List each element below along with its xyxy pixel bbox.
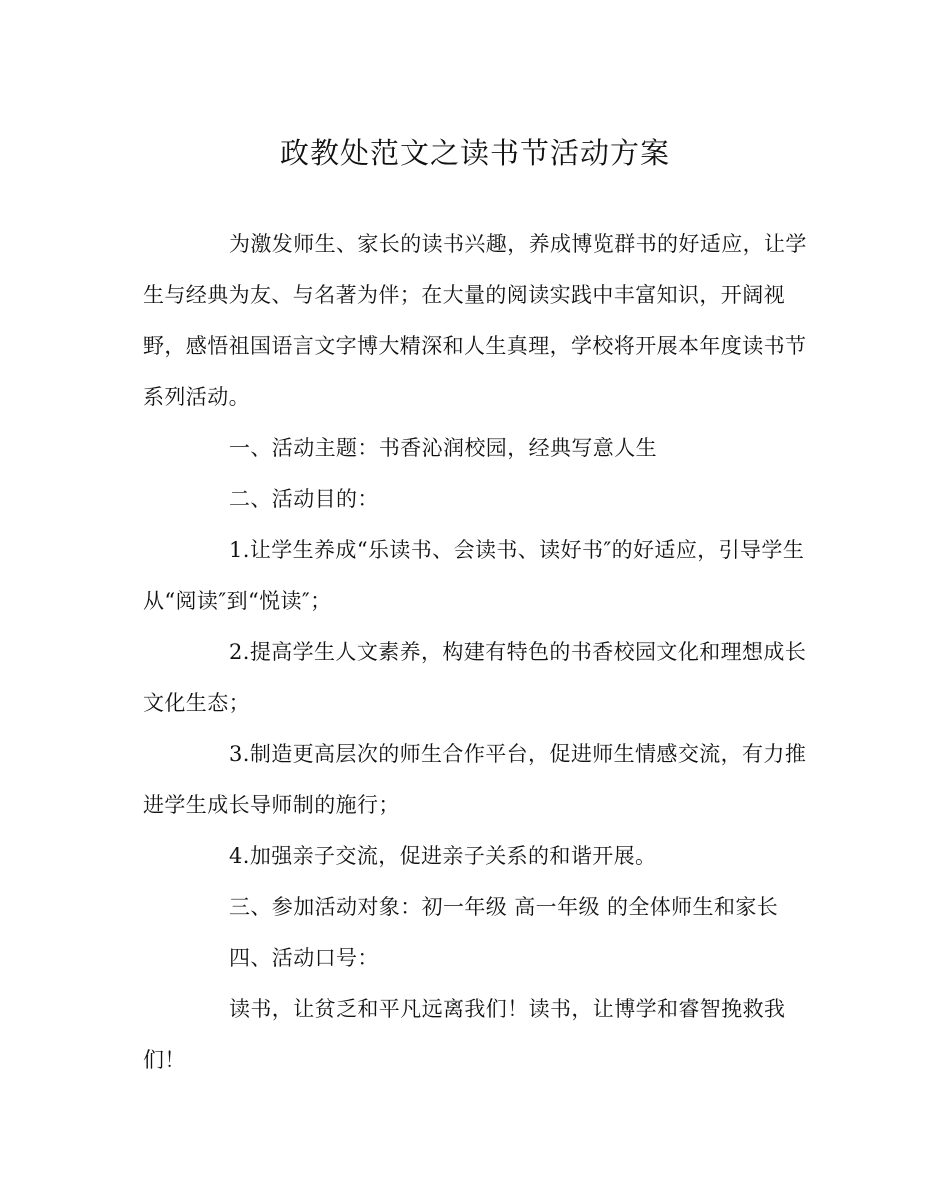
section-theme: 一、活动主题：书香沁润校园，经典写意人生 (229, 436, 657, 460)
purpose-item-4: 4.加强亲子交流，促进亲子关系的和谐开展。 (229, 844, 657, 868)
purpose-item-3: 3.制造更高层次的师生合作平台，促进师生情感交流，有力推进学生成长导师制的施行； (143, 742, 807, 817)
intro-paragraph: 为激发师生、家长的读书兴趣，养成博览群书的好适应，让学生与经典为友、与名著为伴；在大量的阅读实践中丰富知识，开阔视野，感悟祖国语言文字博大精深和人生真理，学校将开展本年度读书节系列活动。 (143, 232, 807, 409)
section-participants: 三、参加活动对象：初一年级 高一年级 的全体师生和家长 (229, 895, 779, 919)
section-purpose-heading: 二、活动目的： (229, 487, 379, 511)
document-body (143, 219, 809, 1086)
purpose-item-2: 2.提高学生人文素养，构建有特色的书香校园文化和理想成长文化生态； (143, 640, 807, 715)
purpose-item-1: 1.让学生养成“乐读书、会读书、读好书″的好适应，引导学生从“阅读″到“悦读″； (143, 538, 805, 613)
section-slogan-heading: 四、活动口号： (229, 946, 379, 970)
slogan-paragraph: 读书，让贫乏和平凡远离我们！读书，让博学和睿智挽救我们！ (143, 997, 786, 1072)
document-title: 政教处范文之读书节活动方案 (279, 136, 670, 170)
